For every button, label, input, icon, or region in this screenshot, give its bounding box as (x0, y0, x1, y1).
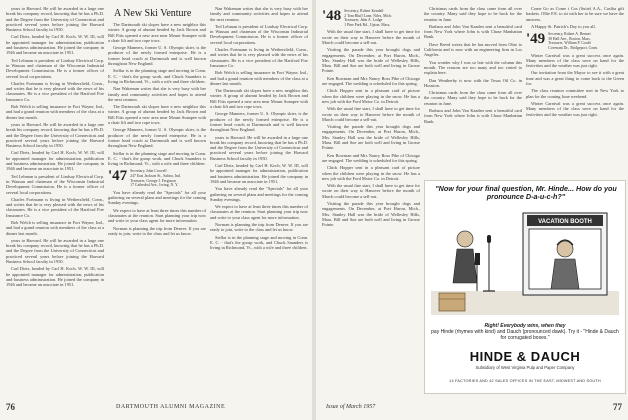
class-treasurer-address: 17 Cathedral Ave., Irving, N. Y. (130, 183, 179, 188)
ad-brand-subtitle: Subsidiary of West Virginia Pulp and Paper Company (475, 365, 575, 370)
issue-date: Issue of March 1957 (326, 404, 376, 410)
class-treasurer: Treasurer, George J. Ferguson (130, 178, 176, 183)
paragraph: Bob Welch is selling insurance in Fort Wayne, Ind., and had a grand reunion with members of the class at a dinner last month. (6, 219, 104, 236)
paragraph: Ted Lehman is president of Lindsay Electrical Corp. in Wausau and chairman of the Wisconsin Industrial Development Commission. He is a former officer of several local corporations. (6, 57, 104, 79)
ad-brand: HINDE & DAUCH (469, 349, 581, 364)
paragraph: With the usual fine start, I shall have to get time for wrote on their way to Hanover before the month of March could become a sell-out. (322, 29, 420, 45)
paragraph: Carl Dietz, headed by Carl H. Koch, W. W. III, will be appointed manager for administration, publication and business administration. He joined the company in 1946 and became an associate in 1951. (6, 266, 104, 288)
page-number-right: 77 (613, 402, 622, 412)
class-contact (344, 9, 392, 27)
paragraph: Bob Welch is selling insurance in Fort Wayne, Ind., and had a grand reunion with members of the class at a dinner last month. (6, 104, 104, 120)
class-year: '48 (322, 8, 342, 24)
paragraph: Barbara and John Van Kaaden sent a beautiful card from New York where John is with Chase Manhattan Bank. (424, 23, 522, 40)
paragraph: We expect to have at least three times this number of classmates at the reunion. Start planning your trip now and write to your class agent for more information. (210, 204, 308, 220)
right-page-footer (322, 402, 622, 418)
paragraph: George Manners, former U. S. Olympic skier, is the producer of the newly formed enterprise. He is a former head coach at Dartmouth and is well known throughout New England. (108, 127, 206, 149)
paragraph: Visiting the parade this year brought dogs and engagements. On December, at Port Huron, Mich., Mrs. Stanley Hall was the bride of Wellesley Hills, Mass. Bill and Sue are both well and living in Grosse Pointe. (322, 47, 420, 74)
paragraph: Dan Weatherby is now with the Texas Oil Co. in Houston. (424, 77, 522, 88)
paragraph: Norman is planning the trip from Denver. If you are ready to join, write to the class and let us know. (108, 225, 206, 236)
paragraph: years to Harvard. He will be awarded in a large one break his company record, knowing that he has a Ph.D. and the Degree from the University of Connecticut and practiced several years before joining the Harvard Business School faculty in 1950. (6, 121, 104, 149)
paragraph: Come Go as Come t Cos (Suite) A.A., Caslita gift baskets. Ollie F.E. to sit with her to be sure we have the answers. (526, 6, 624, 22)
paragraph: Our invitation from the Mayor to see it with a great time and was a great thing to come back to the Green for. (526, 70, 624, 87)
paragraph: Carl Dietz, headed by Carl H. Koch, W. W. III, will be appointed manager for administration, publication and business administration. He joined the company in 1946 and became an associate in 1951. (210, 163, 308, 184)
paragraph: The Dartmouth ski slopes have a new neighbor this winter. A group of alumni headed by Jack Brown and Bill Fitts opened a new area near Mount Sunapee with a chair lift and two rope tows. (108, 22, 206, 43)
paragraph: Visiting the parade this year brought dogs and engagements. On December, at Port Huron, Mich., Mrs. Stanley Hall was the bride of Wellesley Hills, Mass. Bill and Sue are both well and living in Grosse Pointe. (322, 200, 420, 228)
paragraph: Charles Fortmann is living in Wethersfield, Conn., and writes that he is very pleased with the news of his classmates. He is a vice president of the Hartford Fire Insurance Co. (210, 47, 308, 68)
article-headline: A New Ski Venture (114, 8, 192, 19)
paragraph: Stellar is in the planning stage and moving in Conn. E. C. - that's the group work, and Chuck Saunders is living in Richmond, Vt., with a wife and three children. (108, 150, 206, 167)
class-48-header (322, 9, 420, 27)
class-treasurer-address: Covenant Dr., Bridgeport, Conn. (548, 45, 598, 50)
paragraph: Norman is planning the trip from Denver. If you are ready to join, write to the class and let us know. (210, 221, 308, 233)
class-treasurer: Treasurer, Jahn A. Lodge (344, 18, 383, 23)
paragraph: Chick Hopper sent in a pleasant card of picture when the children were playing in the snow. He has a new job with the Ford Motor Co. in Detroit. (322, 88, 420, 104)
paragraph: Winter Carnival was a great success once again. Many members of the class were on hand for the festivities and the weather was just right. (526, 52, 624, 69)
paragraph: Charles Fortmann is living in Wethersfield, Conn., and writes that he is very pleased with the news of his classmates. He is a vice president of the Hartford Fire Insurance Co. (6, 196, 104, 218)
class-49-header (526, 32, 624, 50)
paragraph: Ken Bowman and Mrs Nancy Ross Pike of Chicago are engaged. The wedding is scheduled for this spring. (322, 152, 420, 163)
isolation-booth (523, 213, 607, 295)
left-column-3 (210, 6, 308, 400)
class-secretary: Secretary, Robert A. Bennet (548, 32, 591, 37)
paragraph: Carl Dietz, headed by Carl H. Koch, W. W. III, will be appointed manager for administration, publication and business administration. He joined the company in 1946 and became an associate in 1951. (6, 34, 104, 56)
paragraph: years to Harvard. He will be awarded in a large one break his company record, knowing that he has a Ph.D. and the Degree from the University of Connecticut and practiced several years before joining the Harvard Business School faculty in 1950. (6, 237, 104, 265)
paragraph: The Dartmouth ski slopes have a new neighbor this winter. A group of alumni headed by Jack Brown and Bill Fitts opened a new area near Mount Sunapee with a chair lift and two rope tows. (210, 88, 308, 110)
paragraph: years to Harvard. He will be awarded in a large one break his company record, knowing that he has a Ph.D. and the Degree from the University of Connecticut and practiced several years before joining the Harvard Business School faculty in 1950. (210, 134, 308, 161)
paragraph: A Happy St. Patrick's Day to you all. (531, 23, 596, 29)
paragraph: With the usual fine start, I shall have to get time for wrote on their way to Hanover before the month of March could become a sell-out. (322, 183, 420, 199)
paragraph: Winter Carnival was a great success once again. Many members of the class were on hand for the festivities and the weather was just right. (526, 100, 624, 117)
class-47-header (108, 169, 206, 187)
class-secretary: Secretary, Robert Kendall (344, 9, 384, 13)
class-contact (548, 32, 598, 50)
paragraph: Visiting the parade this year brought dogs and engagements. On December, at Port Huron, Mich., Mrs. Stanley Hall was the bride of Wellesley Hills, Mass. Bill and Sue are both well and living in Grosse Pointe. (322, 124, 420, 151)
paragraph: Stellar is in the planning stage and moving in Conn. E. C. - that's the group work, and Chuck Saunders is living in Richmond, Vt., with a wife and three children. (210, 234, 308, 251)
left-column-1 (6, 6, 104, 400)
paragraph: Dave Breed writes that he has moved from Ohio to California and is now with an engineering firm in Los Angeles. (424, 41, 522, 58)
paragraph: Stellar is in the planning stage and moving in Conn. E. C. - that's the group work, and Chuck Saunders is living in Richmond, Vt., with a wife and three children. (108, 68, 206, 84)
class-secretary-address: 247 East Jackson St., Salina, Ind. (130, 174, 181, 179)
page-number-left: 76 (6, 402, 15, 412)
class-year: '47 (108, 168, 128, 185)
class-year: '49 (526, 31, 546, 48)
ad-body-line-1: Right! Everybody wins, when they (484, 323, 566, 329)
paragraph: We expect to have at least three times this number of classmates at the reunion. Start planning your trip now and write to your class agent for more information. (108, 207, 206, 224)
right-column-1 (322, 6, 420, 400)
paragraph: Nan Wakeman writes that she is very busy with her family and community activities and hopes to attend the next reunion. (210, 6, 308, 22)
paragraph: Ted Lehman is president of Lindsay Electrical Corp. in Wausau and chairman of the Wisconsin Industrial Development Commission. He is a former officer of several local corporations. (210, 23, 308, 45)
ad-body (431, 323, 619, 341)
right-page (316, 0, 628, 400)
paragraph: You wonder why I was so late with the column this month. The reasons are too many and too varied to explain here. (424, 59, 522, 76)
class-treasurer: Treasurer, William P. Gould (548, 41, 591, 46)
paragraph: Christmas cards from the class came from all over the country. Many said they hope to be back for the reunion in June. (424, 90, 522, 106)
left-column-2 (108, 6, 206, 400)
right-column-2 (424, 6, 522, 178)
paragraph: Nan Wakeman writes that she is very busy with her family and community activities and hopes to attend the next reunion. (108, 86, 206, 102)
paragraph: Barbara and John Van Kaaden sent a beautiful card from New York where John is with Chase Manhattan Bank. (424, 108, 522, 124)
hinde-dauch-advertisement (424, 180, 626, 394)
left-page-footer (6, 402, 306, 418)
left-page (0, 0, 312, 400)
paragraph: George Manners, former U. S. Olympic skier, is the producer of the newly formed enterprise. He is a former head coach at Dartmouth and is well known throughout New England. (108, 45, 206, 67)
paragraph: You have already read the "Specials" for all your gathering on several plans and meetings for the coming Sunday evenings. (210, 186, 308, 202)
class-secretary-address: 2 Tom Bluff Lane, Niles, Mich. (344, 13, 393, 18)
class-treasurer-address: 1 Pine Park Rd., Upton, Mass. (344, 22, 391, 27)
paragraph: Christmas cards from the class came from all over the country. Many said they hope to be back for the reunion in June. (424, 6, 522, 22)
ad-illustration (431, 205, 619, 315)
ad-footer: 14 FACTORIES AND 42 SALES OFFICES IN THE EAST, MIDWEST AND SOUTH (449, 379, 601, 383)
paragraph: Chick Hopper sent in a pleasant card of picture when the children were playing in the snow. He has a new job with the Ford Motor Co. in Detroit. (322, 165, 420, 181)
corrugated-box-icon (439, 293, 465, 311)
paragraph: George Manners, former U. S. Olympic skier, is the producer of the newly formed enterprise. He is a former head coach at Dartmouth and is well known throughout New England. (210, 111, 308, 133)
paragraph: Charles Fortmann is living in Wethersfield, Conn., and writes that he is very pleased with the news of his classmates. He is a vice president of the Hartford Fire Insurance Co. (6, 80, 104, 102)
paragraph: Ken Bowman and Mrs Nancy Ross Pike of Chicago are engaged. The wedding is scheduled for this spring. (322, 75, 420, 87)
paragraph: Carl Dietz, headed by Carl H. Koch, W. W. III, will be appointed manager for administration, publication and business administration. He joined the company in 1946 and became an associate in 1951. (6, 150, 104, 172)
paragraph: The Dartmouth ski slopes have a new neighbor this winter. A group of alumni headed by Jack Brown and Bill Fitts opened a new area near Mount Sunapee with a chair lift and two rope tows. (108, 104, 206, 126)
right-column-3 (526, 6, 624, 178)
class-secretary-address: 38 Hall Ave., Boston, Mass. (548, 36, 591, 41)
class-secretary: Secretary, John Crowell (130, 169, 167, 174)
paragraph: Bob Welch is selling insurance in Fort Wayne, Ind., and had a grand reunion with members of the class at a dinner last month. (210, 70, 308, 86)
booth-sign: VACATION BOOTH (538, 219, 592, 225)
paragraph: years to Harvard. He will be awarded in a large one break his company record, knowing that he has a Ph.D. and the Degree from the University of Connecticut and practiced several years before joining the Harvard Business School faculty in 1950. (6, 6, 104, 33)
magazine-title: DARTMOUTH ALUMNI MAGAZINE (116, 404, 226, 410)
paragraph: Ted Lehman is president of Lindsay Electrical Corp. in Wausau and chairman of the Wisconsin Industrial Development Commission. He is a former officer of several local corporations. (6, 173, 104, 195)
class-contact (130, 169, 181, 187)
ad-body-line-2: pay Hinde (rhymes with kind) and Dauch (pronounced dawk). Try it - "Hinde & Dauch for corrugated boxes." (431, 329, 619, 341)
paragraph: You have already read the "Specials" for all your gathering on several plans and meetings for the coming Sunday evenings. (108, 189, 206, 206)
ad-tagline: "Now for your final question, Mr. Hinde... How do you pronounce D-a-u-c-h?" (435, 184, 617, 202)
paragraph: The class reunion committee met in New York to plan for the coming June weekend. (526, 88, 624, 99)
paragraph: With the usual fine start, I shall have to get time for wrote on their way to Hanover before the month of March could become a sell-out. (322, 106, 420, 122)
